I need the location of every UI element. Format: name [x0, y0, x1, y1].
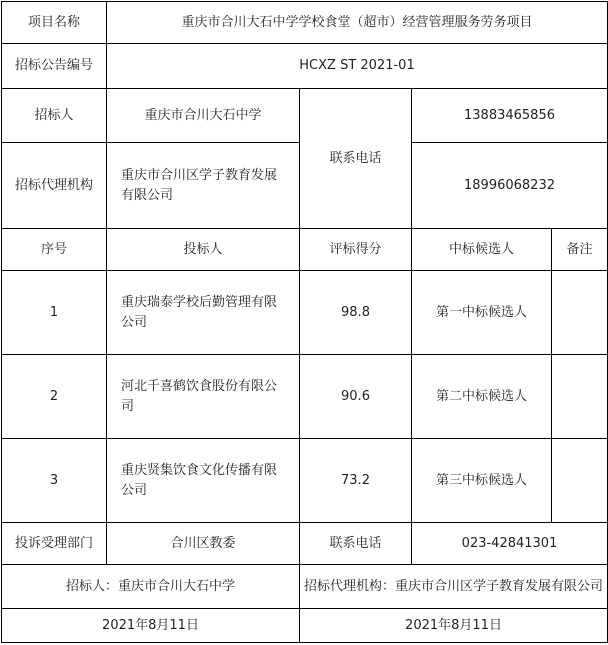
- remark-cell: [552, 355, 608, 439]
- complaint-row: [2, 523, 608, 565]
- table-header-row: [2, 229, 608, 271]
- tenderer-row: [2, 89, 608, 143]
- remark-cell: [552, 271, 608, 355]
- footer-date-left: 2021年8月11日: [2, 609, 300, 643]
- row-number: 1: [2, 271, 107, 355]
- column-header-candidate: 中标候选人: [412, 229, 552, 271]
- announcement-number: HCXZ ST 2021-01: [107, 44, 608, 89]
- footer-date-right: 2021年8月11日: [300, 609, 608, 643]
- announcement-label: 招标公告编号: [2, 44, 107, 89]
- table-row: [2, 439, 608, 523]
- footer-agency: 招标代理机构：重庆市合川区学子教育发展有限公司: [300, 565, 608, 609]
- row-number: 3: [2, 439, 107, 523]
- column-header-no: 序号: [2, 229, 107, 271]
- bidder-name: 河北千喜鹤饮食股份有限公司: [107, 355, 300, 439]
- complaint-label: 投诉受理部门: [2, 523, 107, 565]
- candidate-rank: 第三中标候选人: [412, 439, 552, 523]
- footer-signature-row: [2, 565, 608, 609]
- row-number: 2: [2, 355, 107, 439]
- table-row: [2, 271, 608, 355]
- bid-score: 73.2: [300, 439, 412, 523]
- bid-score: 98.8: [300, 271, 412, 355]
- column-header-score: 评标得分: [300, 229, 412, 271]
- bidder-name: 重庆瑞泰学校后勤管理有限公司: [107, 271, 300, 355]
- agency-label: 招标代理机构: [2, 143, 107, 229]
- column-header-bidder: 投标人: [107, 229, 300, 271]
- column-header-remark: 备注: [552, 229, 608, 271]
- announcement-row: [2, 44, 608, 89]
- candidate-rank: 第二中标候选人: [412, 355, 552, 439]
- bid-result-table: [1, 1, 608, 643]
- project-label: 项目名称: [2, 2, 107, 44]
- bid-score: 90.6: [300, 355, 412, 439]
- tenderer-phone: 13883465856: [412, 89, 608, 143]
- candidate-rank: 第一中标候选人: [412, 271, 552, 355]
- table-row: [2, 355, 608, 439]
- project-name: 重庆市合川大石中学学校食堂（超市）经营管理服务劳务项目: [107, 2, 608, 44]
- complaint-phone-label: 联系电话: [300, 523, 412, 565]
- bidder-name: 重庆贤集饮食文化传播有限公司: [107, 439, 300, 523]
- agency-name: 重庆市合川区学子教育发展有限公司: [107, 143, 300, 229]
- agency-phone: 18996068232: [412, 143, 608, 229]
- project-row: [2, 2, 608, 44]
- footer-tenderer: 招标人：重庆市合川大石中学: [2, 565, 300, 609]
- tenderer-name: 重庆市合川大石中学: [107, 89, 300, 143]
- complaint-department: 合川区教委: [107, 523, 300, 565]
- tenderer-label: 招标人: [2, 89, 107, 143]
- footer-date-row: [2, 609, 608, 643]
- complaint-phone: 023-42841301: [412, 523, 608, 565]
- contact-phone-label: 联系电话: [300, 89, 412, 229]
- remark-cell: [552, 439, 608, 523]
